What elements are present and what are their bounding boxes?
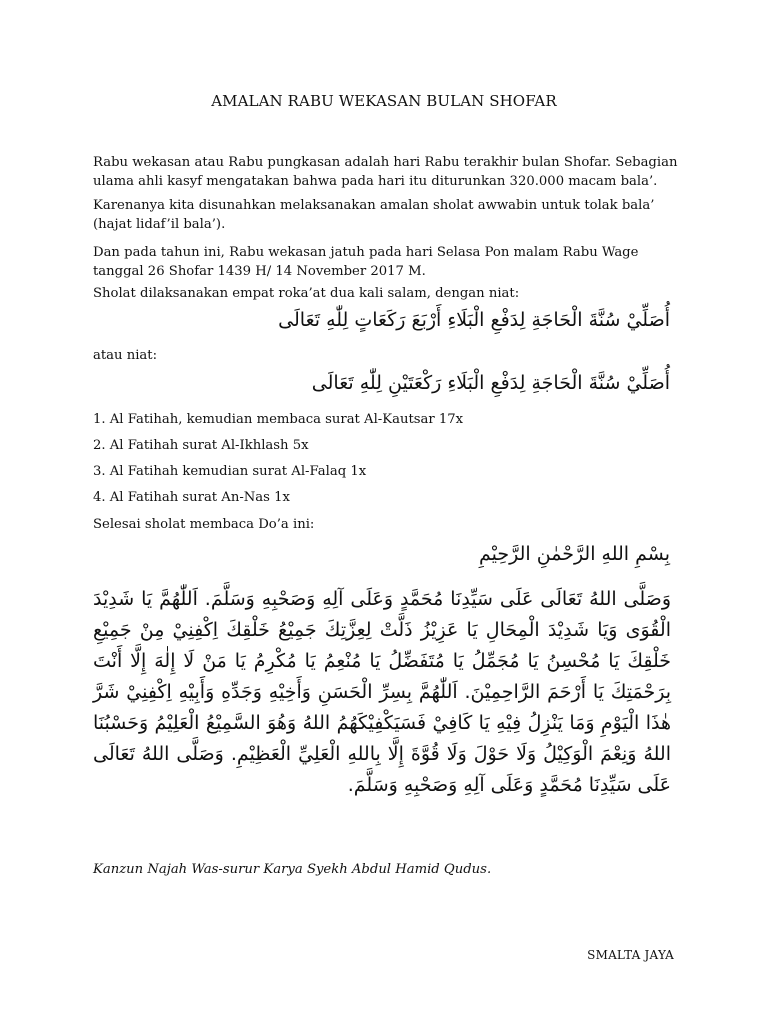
step-2: 2. Al Fatihah surat Al-Ikhlash 5x — [93, 438, 309, 453]
paragraph-date: Dan pada tahun ini, Rabu wekasan jatuh pada hari Selasa Pon malam Rabu Wage tanggal 26 Shofar 1439 H/ 14 November 2017 M. — [93, 245, 639, 279]
doa-intro: Selesai sholat membaca Do’a ini: — [93, 517, 315, 532]
document-title: AMALAN RABU WEKASAN BULAN SHOFAR — [211, 92, 557, 110]
atau-niat-label: atau niat: — [93, 348, 158, 363]
author-signature: SMALTA JAYA — [587, 948, 674, 962]
paragraph-niat-intro: Sholat dilaksanakan empat roka’at dua kali salam, dengan niat: — [93, 286, 520, 301]
paragraph-intro: Rabu wekasan atau Rabu pungkasan adalah hari Rabu terakhir bulan Shofar. Sebagian ulama ahli kasyf mengatakan bahwa pada hari itu diturunkan 320.000 macam bala’. — [93, 155, 678, 189]
source-citation: Kanzun Najah Was-surur Karya Syekh Abdul Hamid Qudus. — [93, 862, 492, 877]
step-4: 4. Al Fatihah surat An-Nas 1x — [93, 490, 290, 505]
step-1: 1. Al Fatihah, kemudian membaca surat Al-Kautsar 17x — [93, 412, 464, 427]
arabic-niat-four-rakaat: أُصَلِّيْ سُنَّةَ الْحَاجَةِ لِدَفْعِ الْبَلَاءِ أَرْبَعَ رَكَعَاتٍ لِلّٰهِ تَعَالَى — [278, 309, 670, 331]
step-3: 3. Al Fatihah kemudian surat Al-Falaq 1x — [93, 464, 367, 479]
arabic-doa-text: وَصَلَّى اللهُ تَعَالَى عَلَى سَيِّدِنَا مُحَمَّدٍ وَعَلَى آلِهِ وَصَحْبِهِ وَسَلَّمَ. اَللّٰهُمَّ يَا شَدِيْدَ الْقُوَى وَيَا شَدِيْدَ الْمِحَالِ يَا عَزِيْزُ ذَلَّتْ لِعِزَّتِكَ جَمِيْعُ خَلْقِكَ اِكْفِنِيْ مِنْ جَمِيْعِ خَلْقِكَ يَا مُحْسِنُ يَا مُجَمِّلُ يَا مُتَفَضِّلُ يَا مُنْعِمُ يَا مُكْرِمُ يَا مَنْ لَا إِلٰهَ إِلَّا أَنْتَ بِرَحْمَتِكَ يَا أَرْحَمَ الرَّاحِمِيْنَ. اَللّٰهُمَّ بِسِرِّ الْحَسَنِ وَأَخِيْهِ وَجَدِّهِ وَأَبِيْهِ اِكْفِنِيْ شَرَّ هٰذَا الْيَوْمِ وَمَا يَنْزِلُ فِيْهِ يَا كَافِيْ فَسَيَكْفِيْكَهُمُ اللهُ وَهُوَ السَّمِيْعُ الْعَلِيْمُ وَحَسْبُنَا اللهُ وَنِعْمَ الْوَكِيْلُ وَلَا حَوْلَ وَلَا قُوَّةَ إِلَّا بِاللهِ الْعَلِيِّ الْعَظِيْمِ. وَصَلَّى اللهُ تَعَالَى عَلَى سَيِّدِنَا مُحَمَّدٍ وَعَلَى آلِهِ وَصَحْبِهِ وَسَلَّمَ. — [93, 588, 671, 796]
arabic-niat-two-rakaat: أُصَلِّيْ سُنَّةَ الْحَاجَةِ لِدَفْعِ الْبَلَاءِ رَكْعَتَيْنِ لِلّٰهِ تَعَالَى — [311, 372, 670, 394]
arabic-basmalah: بِسْمِ اللهِ الرَّحْمٰنِ الرَّحِيْمِ — [479, 543, 670, 565]
paragraph-recommendation: Karenanya kita disunahkan melaksanakan amalan sholat awwabin untuk tolak bala’ (hajat lidaf’il bala’). — [93, 198, 655, 232]
